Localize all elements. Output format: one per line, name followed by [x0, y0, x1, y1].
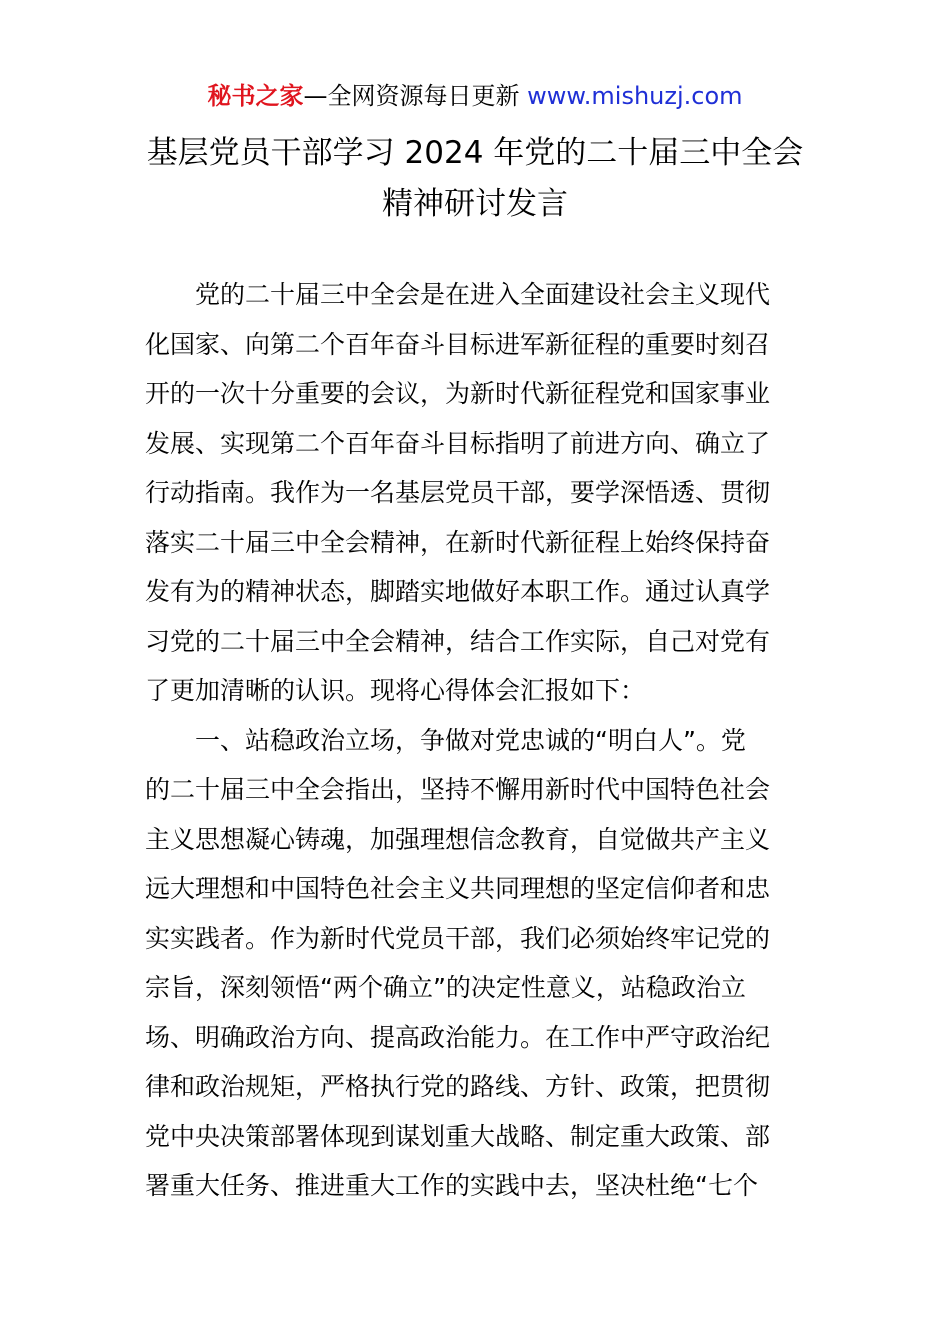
- site-name: 秘书之家: [207, 82, 304, 110]
- paragraph-line: 实实践者。作为新时代党员干部，我们必须始终牢记党的: [145, 923, 771, 953]
- paragraph-line: 远大理想和中国特色社会主义共同理想的坚定信仰者和忠: [145, 874, 771, 903]
- paragraph-line: 主义思想凝心铸魂，加强理想信念教育，自觉做共产主义: [145, 824, 771, 854]
- paragraph-line: 署重大任务、推进重大工作的实践中去，坚决杜绝“七个: [145, 1171, 758, 1200]
- paragraph-line: 发有为的精神状态，脚踏实地做好本职工作。通过认真学: [145, 577, 771, 606]
- paragraph-line: 了更加清晰的认识。现将心得体会汇报如下：: [145, 676, 646, 705]
- paragraph-line: 落实二十届三中全会精神，在新时代新征程上始终保持奋: [145, 527, 771, 557]
- paragraph-line: 的二十届三中全会指出，坚持不懈用新时代中国特色社会: [145, 775, 771, 804]
- site-tagline: —全网资源每日更新: [303, 82, 520, 110]
- title-line-2: 精神研讨发言: [382, 186, 568, 222]
- paragraph-line: 党中央决策部署体现到谋划重大战略、制定重大政策、部: [145, 1121, 771, 1151]
- paragraph-line: 党的二十届三中全会是在进入全面建设社会主义现代: [195, 280, 771, 309]
- section-heading-line: 一、站稳政治立场，争做对党忠诚的“明白人”。党: [195, 725, 746, 755]
- paragraph-line: 开的一次十分重要的会议，为新时代新征程党和国家事业: [145, 379, 771, 408]
- paragraph-line: 场、明确政治方向、提高政治能力。在工作中严守政治纪: [145, 1022, 771, 1052]
- site-url-link[interactable]: www.mishuzj.com: [527, 82, 743, 110]
- site-header: [0, 80, 950, 112]
- paragraph-line: 化国家、向第二个百年奋斗目标进军新征程的重要时刻召: [145, 329, 771, 359]
- document-body: [145, 270, 825, 1211]
- paragraph-line: 习党的二十届三中全会精神，结合工作实际，自己对党有: [145, 626, 771, 656]
- paragraph-line: 发展、实现第二个百年奋斗目标指明了前进方向、确立了: [145, 428, 771, 458]
- title-line-1: 基层党员干部学习 2024 年党的二十届三中全会: [146, 135, 804, 171]
- paragraph-line: 律和政治规矩，严格执行党的路线、方针、政策，把贯彻: [145, 1072, 771, 1101]
- paragraph-line: 行动指南。我作为一名基层党员干部，要学深悟透、贯彻: [145, 478, 771, 507]
- paragraph-line: 宗旨，深刻领悟“两个确立”的决定性意义，站稳政治立: [145, 973, 746, 1002]
- document-title: [0, 128, 950, 230]
